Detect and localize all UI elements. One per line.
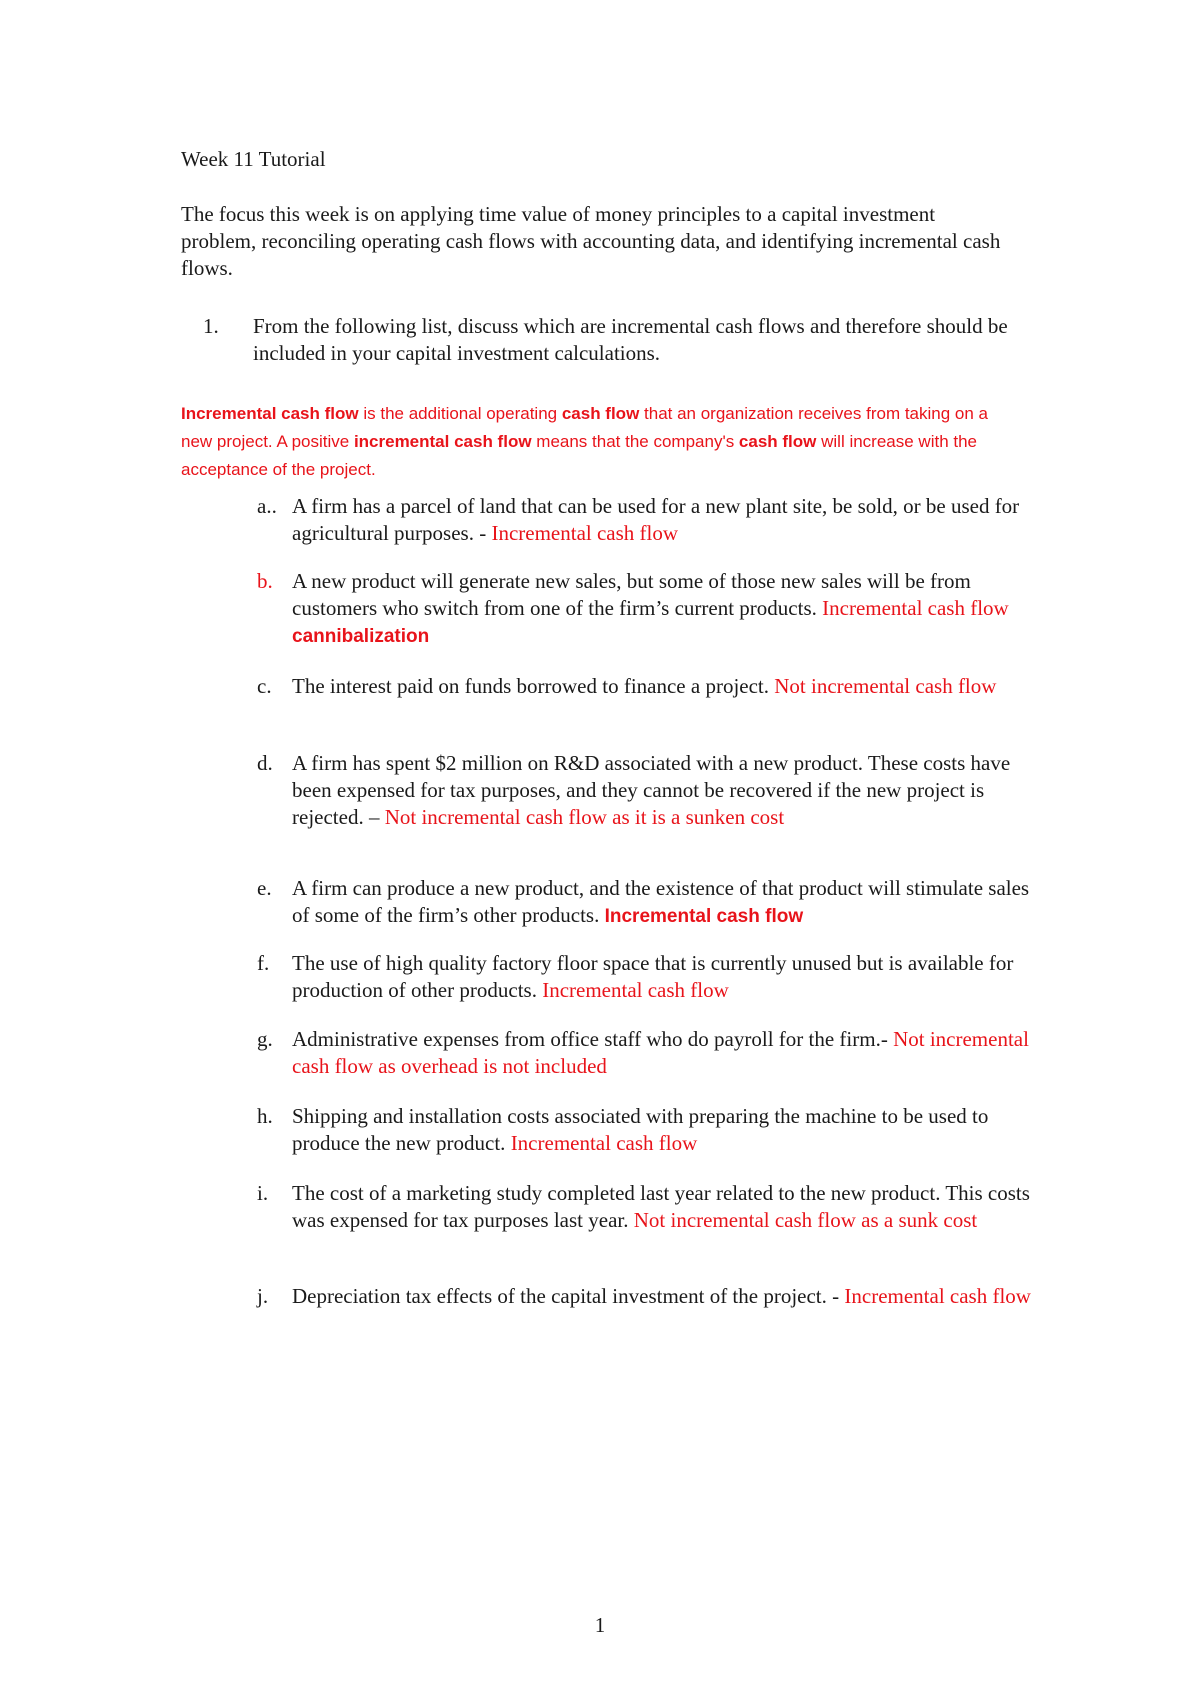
page-number: 1 [594, 1613, 606, 1637]
item-question: A new product will generate new sales, but some of those new sales will be from customers who switch from one of the firm’s current products. [292, 569, 971, 620]
item-answer: Incremental cash flow [491, 521, 679, 545]
item-letter: i. [257, 1181, 269, 1205]
item-letter: g. [257, 1027, 273, 1051]
item-text [292, 1026, 1032, 1080]
item-question: The interest paid on funds borrowed to finance a project. [292, 674, 775, 698]
item-question: A firm has spent $2 million on R&D associated with a new product. These costs have been expensed for tax purposes, and they cannot be recovered if the new project is rejected. – [292, 751, 1011, 829]
item-letter: e. [257, 876, 272, 900]
item-question: Administrative expenses from office staff who do payroll for the firm.- [292, 1027, 894, 1051]
item-question: Depreciation tax effects of the capital investment of the project. - [292, 1284, 845, 1308]
definition-term: cash flow [738, 432, 817, 451]
item-letter: j. [257, 1284, 269, 1308]
intro-paragraph: The focus this week is on applying time value of money principles to a capital investment problem, reconciling operating cash flows with accounting data, and identifying incremental cash flows. [181, 202, 1001, 280]
item-question: A firm has a parcel of land that can be used for a new plant site, be sold, or be used for agricultural purposes. - [292, 494, 1020, 545]
item-letter: f. [257, 951, 270, 975]
item-text [292, 493, 1032, 547]
definition-text: will increase with the acceptance of the project. [181, 432, 978, 479]
item-letter: c. [257, 674, 272, 698]
item-text [292, 673, 1032, 700]
item-text [292, 1283, 1032, 1310]
item-answer: Incremental cash flow [844, 1284, 1031, 1308]
item-answer: Incremental cash flow [510, 1131, 698, 1155]
item-text [292, 950, 1032, 1004]
definition-text: that an organization receives from taking on a new project. A positive [181, 404, 988, 451]
item-answer: Incremental cash flow [822, 596, 1009, 620]
item-letter: d. [257, 751, 273, 775]
item-answer-bold: cannibalization [292, 626, 430, 647]
item-question: The cost of a marketing study completed last year related to the new product. This costs was expensed for tax purposes last year. [292, 1181, 1030, 1232]
item-answer: Not incremental cash flow [774, 674, 997, 698]
item-text [292, 1103, 1032, 1157]
item-question: A firm can produce a new product, and the existence of that product will stimulate sales of some of the firm’s other products. [292, 876, 1030, 927]
definition-text: means that the company's [531, 432, 739, 451]
definition-paragraph [181, 400, 1011, 484]
question-number: 1. [203, 314, 219, 338]
item-text [292, 750, 1032, 831]
item-answer: Not incremental cash flow as it is a sunken cost [384, 805, 785, 829]
question-text: From the following list, discuss which are incremental cash flows and therefore should be included in your capital investment calculations. [253, 314, 1008, 365]
item-answer-bold: Incremental cash flow [604, 906, 804, 927]
item-text [292, 875, 1032, 930]
item-letter: h. [257, 1104, 273, 1128]
definition-text: is the additional operating [358, 404, 562, 423]
definition-term: Incremental cash flow [181, 404, 359, 423]
item-answer: Not incremental cash flow as overhead is not included [292, 1027, 1029, 1078]
item-answer: Incremental cash flow [542, 978, 729, 1002]
item-question: Shipping and installation costs associated with preparing the machine to be used to produce the new product. [292, 1104, 989, 1155]
definition-term: incremental cash flow [353, 432, 532, 451]
item-letter: b. [257, 569, 273, 593]
item-letter: a.. [257, 494, 277, 518]
definition-term: cash flow [561, 404, 640, 423]
item-answer: Not incremental cash flow as a sunk cost [633, 1208, 978, 1232]
item-question: The use of high quality factory floor space that is currently unused but is available for production of other products. [292, 951, 1014, 1002]
item-text [292, 568, 1032, 650]
page-title: Week 11 Tutorial [181, 147, 326, 171]
item-text [292, 1180, 1032, 1234]
